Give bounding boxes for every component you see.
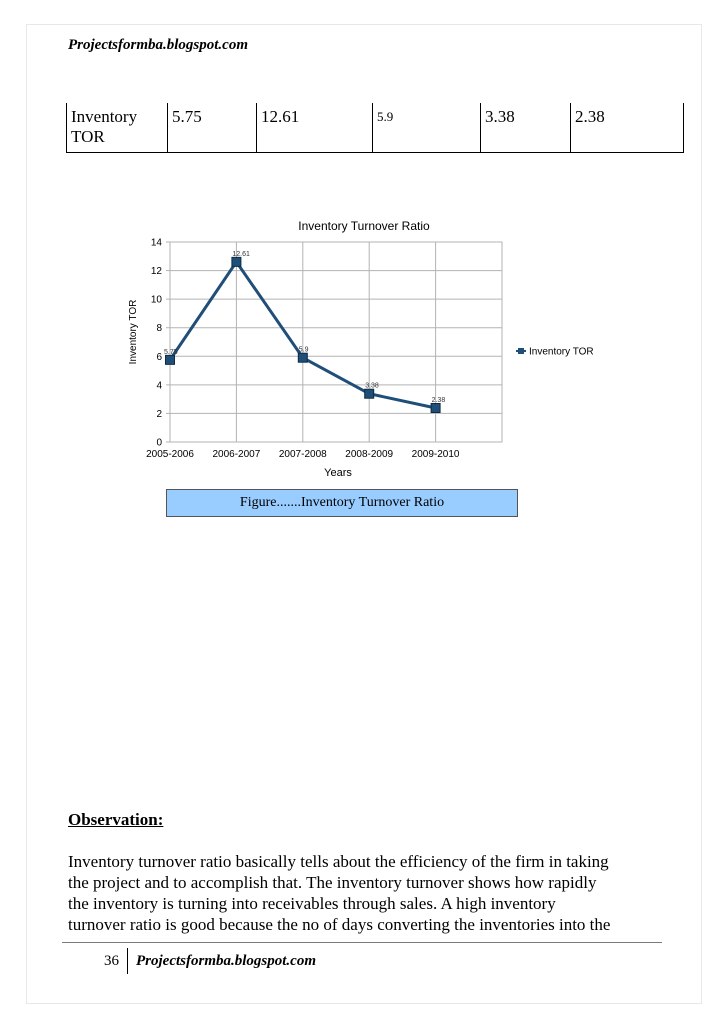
y-axis-label: Inventory TOR <box>128 299 139 365</box>
page-number: 36 <box>104 948 128 974</box>
observation-line: turnover ratio is good because the no of days converting the inventories into the <box>68 915 611 934</box>
y-tick-label: 2 <box>156 408 162 420</box>
data-label: 12.61 <box>232 250 250 258</box>
table-cell: 5.75 <box>168 103 257 153</box>
observation-heading: Observation: <box>68 810 164 829</box>
inventory-turnover-chart <box>104 212 624 492</box>
data-label: 5.9 <box>298 346 309 354</box>
table-cell: 12.61 <box>257 103 373 153</box>
figure-caption: Figure.......Inventory Turnover Ratio <box>166 489 518 517</box>
y-tick-label: 6 <box>156 351 162 363</box>
table-row-label: Inventory TOR <box>67 103 168 153</box>
data-point-marker <box>431 404 440 413</box>
x-tick-label: 2008-2009 <box>345 449 394 460</box>
x-tick-label: 2007-2008 <box>278 449 327 460</box>
x-tick-label: 2009-2010 <box>411 449 460 460</box>
x-tick-label: 2006-2007 <box>212 449 261 460</box>
chart-svg <box>104 212 624 492</box>
observation-line: the inventory is turning into receivables through sales. A high inventory <box>68 894 556 913</box>
y-tick-label: 10 <box>150 294 162 306</box>
table-cell: 2.38 <box>571 103 684 153</box>
chart-title: Inventory Turnover Ratio <box>298 219 430 233</box>
data-point-marker <box>298 353 307 362</box>
footer-site-name: Projectsformba.blogspot.com <box>136 952 316 969</box>
data-label: 2.38 <box>431 397 446 404</box>
data-point-marker <box>232 257 241 266</box>
page-footer <box>104 948 316 974</box>
legend-label: Inventory TOR <box>529 346 594 358</box>
inventory-tor-table <box>66 103 684 153</box>
y-tick-label: 14 <box>150 237 162 249</box>
legend-marker <box>518 348 524 354</box>
table-row <box>67 103 684 153</box>
data-label: 3.38 <box>365 382 379 390</box>
footer-divider <box>62 942 662 943</box>
observation-line: the project and to accomplish that. The inventory turnover shows how rapidly <box>68 873 597 892</box>
table-cell: 3.38 <box>481 103 571 153</box>
data-label: 5.75 <box>164 348 178 356</box>
y-tick-label: 8 <box>156 323 162 335</box>
data-point-marker <box>365 389 374 398</box>
header-site-name: Projectsformba.blogspot.com <box>68 37 248 53</box>
x-axis-label: Years <box>324 467 352 479</box>
table-cell: 5.9 <box>373 103 481 153</box>
y-tick-label: 12 <box>150 266 162 278</box>
plot-area <box>170 242 502 442</box>
y-tick-label: 0 <box>156 437 162 449</box>
x-tick-label: 2005-2006 <box>146 449 194 460</box>
data-point-marker <box>166 355 175 364</box>
observation-text <box>68 851 668 935</box>
observation-line: Inventory turnover ratio basically tells about the efficiency of the firm in taking <box>68 852 609 871</box>
y-tick-label: 4 <box>156 380 162 392</box>
